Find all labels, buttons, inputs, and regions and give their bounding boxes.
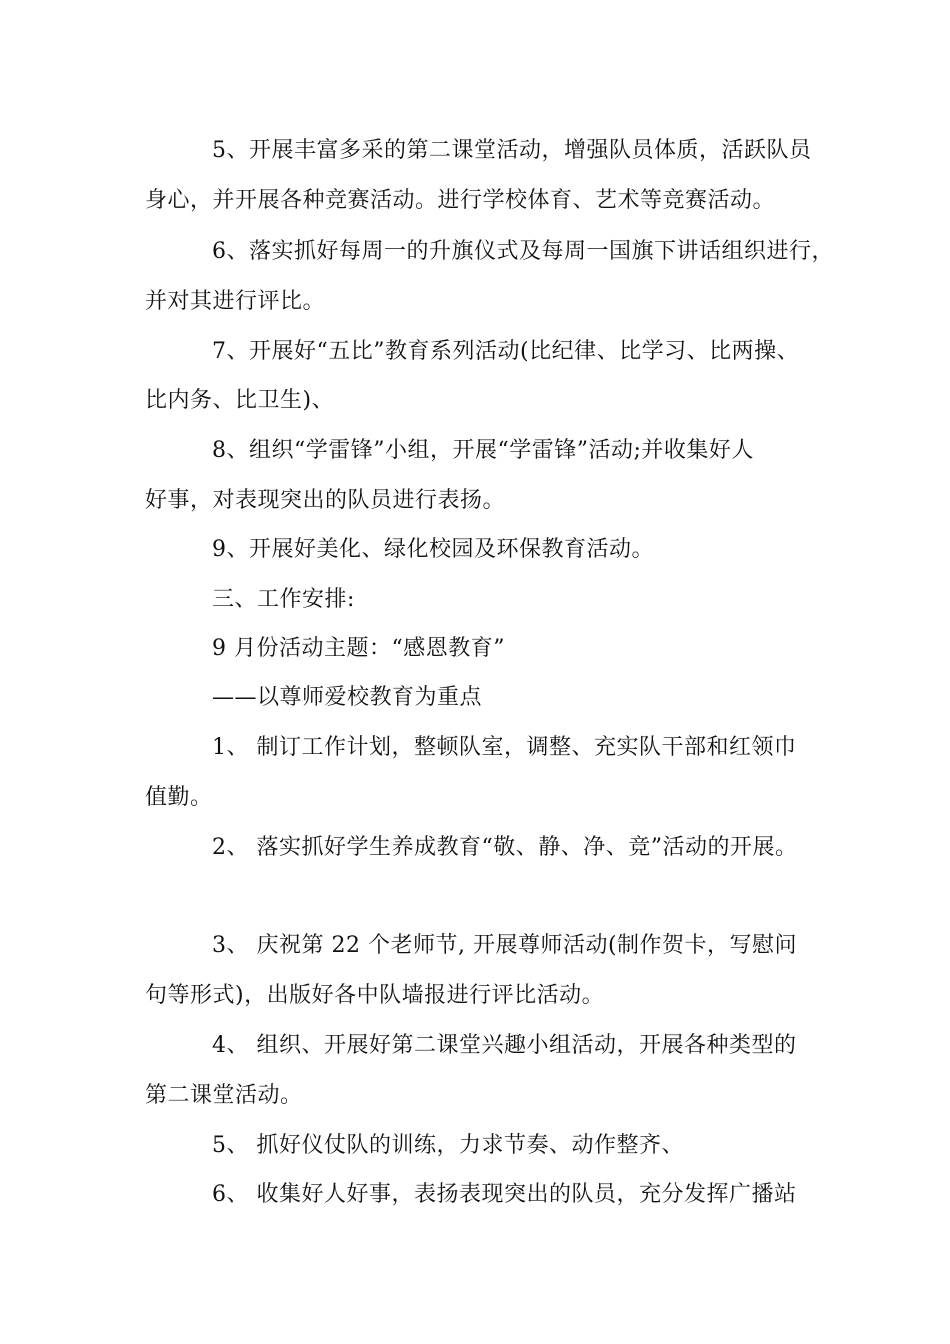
- paragraph-line: 5、开展丰富多采的第二课堂活动，增强队员体质，活跃队员: [212, 138, 812, 163]
- section-heading: 三、工作安排:: [212, 587, 355, 612]
- paragraph-line: 4、 组织、开展好第二课堂兴趣小组活动，开展各种类型的: [212, 1033, 797, 1058]
- paragraph-line: 5、 抓好仪仗队的训练，力求节奏、动作整齐、: [212, 1133, 684, 1158]
- paragraph-line: 2、 落实抓好学生养成教育“敬、静、净、竞”活动的开展。: [212, 835, 798, 860]
- paragraph-line: 身心，并开展各种竞赛活动。进行学校体育、艺术等竞赛活动。: [145, 188, 776, 213]
- paragraph-line: 并对其进行评比。: [145, 289, 326, 314]
- paragraph-line: 3、 庆祝第 22 个老师节, 开展尊师活动(制作贺卡，写慰问: [212, 933, 798, 958]
- paragraph-line: 第二课堂活动。: [145, 1083, 303, 1108]
- paragraph-line: 比内务、比卫生)、: [145, 388, 335, 413]
- paragraph-line: 8、组织“学雷锋”小组，开展“学雷锋”活动;并收集好人: [212, 438, 754, 463]
- paragraph-line: 6、落实抓好每周一的升旗仪式及每周一国旗下讲话组织进行，: [212, 239, 834, 264]
- paragraph-line: 值勤。: [145, 785, 213, 810]
- paragraph-line: 6、 收集好人好事，表扬表现突出的队员，充分发挥广播站: [212, 1182, 797, 1207]
- paragraph-line: 7、开展好“五比”教育系列活动(比纪律、比学习、比两操、: [212, 339, 800, 364]
- theme-focus: ——以尊师爱校教育为重点: [212, 685, 483, 710]
- paragraph-line: 句等形式)，出版好各中队墙报进行评比活动。: [145, 983, 605, 1008]
- activity-theme: 9 月份活动主题：“感恩教育”: [212, 636, 505, 661]
- paragraph-line: 9、开展好美化、绿化校园及环保教育活动。: [212, 537, 654, 562]
- paragraph-line: 好事，对表现突出的队员进行表扬。: [145, 488, 506, 513]
- paragraph-line: 1、 制订工作计划，整顿队室，调整、充实队干部和红领巾: [212, 735, 797, 760]
